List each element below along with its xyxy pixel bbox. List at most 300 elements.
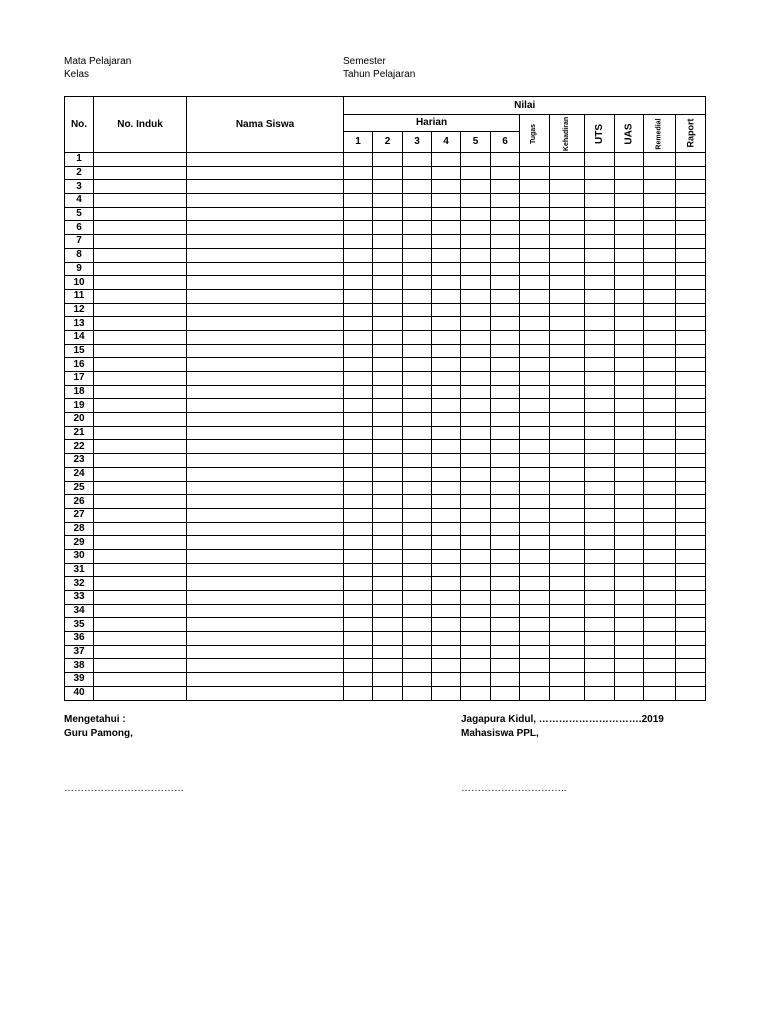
grade-cell[interactable] [94,180,187,194]
grade-cell[interactable] [520,549,550,563]
grade-cell[interactable] [550,508,585,522]
grade-cell[interactable] [461,440,491,454]
grade-cell[interactable] [461,221,491,235]
grade-cell[interactable] [373,248,403,262]
grade-cell[interactable] [403,303,432,317]
grade-cell[interactable] [432,207,461,221]
grade-cell[interactable] [403,508,432,522]
grade-cell[interactable] [491,399,520,413]
grade-cell[interactable] [461,303,491,317]
grade-cell[interactable] [432,399,461,413]
grade-cell[interactable] [461,248,491,262]
grade-cell[interactable] [644,659,676,673]
grade-cell[interactable] [187,495,344,509]
grade-cell[interactable] [520,153,550,167]
grade-cell[interactable] [644,385,676,399]
grade-cell[interactable] [373,686,403,700]
grade-cell[interactable] [373,221,403,235]
grade-cell[interactable] [644,549,676,563]
grade-cell[interactable] [644,632,676,646]
grade-cell[interactable] [550,467,585,481]
grade-cell[interactable] [432,495,461,509]
grade-cell[interactable] [491,591,520,605]
grade-cell[interactable] [461,385,491,399]
grade-cell[interactable] [373,289,403,303]
grade-cell[interactable] [615,659,644,673]
grade-cell[interactable] [461,317,491,331]
grade-cell[interactable] [403,563,432,577]
grade-cell[interactable] [94,248,187,262]
grade-cell[interactable] [676,645,706,659]
grade-cell[interactable] [187,303,344,317]
grade-cell[interactable] [461,618,491,632]
grade-cell[interactable] [461,276,491,290]
grade-cell[interactable] [94,508,187,522]
grade-cell[interactable] [344,194,373,208]
grade-cell[interactable] [344,495,373,509]
grade-cell[interactable] [585,194,615,208]
grade-cell[interactable] [344,673,373,687]
grade-cell[interactable] [187,358,344,372]
grade-cell[interactable] [644,276,676,290]
grade-cell[interactable] [550,632,585,646]
grade-cell[interactable] [585,289,615,303]
grade-cell[interactable] [520,289,550,303]
grade-cell[interactable] [585,591,615,605]
grade-cell[interactable] [94,207,187,221]
grade-cell[interactable] [550,659,585,673]
grade-cell[interactable] [461,645,491,659]
grade-cell[interactable] [491,330,520,344]
grade-cell[interactable] [94,536,187,550]
grade-cell[interactable] [615,413,644,427]
grade-cell[interactable] [615,549,644,563]
grade-cell[interactable] [644,399,676,413]
grade-cell[interactable] [344,180,373,194]
grade-cell[interactable] [461,262,491,276]
grade-cell[interactable] [187,618,344,632]
grade-cell[interactable] [491,426,520,440]
grade-cell[interactable] [491,372,520,386]
grade-cell[interactable] [187,673,344,687]
grade-cell[interactable] [520,536,550,550]
grade-cell[interactable] [585,399,615,413]
grade-cell[interactable] [615,467,644,481]
grade-cell[interactable] [550,399,585,413]
grade-cell[interactable] [461,358,491,372]
grade-cell[interactable] [491,659,520,673]
grade-cell[interactable] [461,536,491,550]
grade-cell[interactable] [520,508,550,522]
grade-cell[interactable] [491,344,520,358]
grade-cell[interactable] [373,385,403,399]
grade-cell[interactable] [461,673,491,687]
grade-cell[interactable] [676,481,706,495]
grade-cell[interactable] [403,591,432,605]
grade-cell[interactable] [187,248,344,262]
grade-cell[interactable] [403,440,432,454]
grade-cell[interactable] [676,604,706,618]
grade-cell[interactable] [432,344,461,358]
grade-cell[interactable] [550,686,585,700]
grade-cell[interactable] [585,153,615,167]
grade-cell[interactable] [491,577,520,591]
grade-cell[interactable] [187,563,344,577]
grade-cell[interactable] [373,645,403,659]
grade-cell[interactable] [520,358,550,372]
grade-cell[interactable] [550,221,585,235]
grade-cell[interactable] [676,289,706,303]
grade-cell[interactable] [550,618,585,632]
grade-cell[interactable] [187,194,344,208]
grade-cell[interactable] [644,358,676,372]
grade-cell[interactable] [187,221,344,235]
grade-cell[interactable] [403,467,432,481]
grade-cell[interactable] [585,426,615,440]
grade-cell[interactable] [585,235,615,249]
grade-cell[interactable] [373,495,403,509]
grade-cell[interactable] [403,618,432,632]
grade-cell[interactable] [403,495,432,509]
grade-cell[interactable] [373,508,403,522]
grade-cell[interactable] [585,495,615,509]
grade-cell[interactable] [491,618,520,632]
grade-cell[interactable] [585,467,615,481]
grade-cell[interactable] [585,549,615,563]
grade-cell[interactable] [187,454,344,468]
grade-cell[interactable] [403,673,432,687]
grade-cell[interactable] [94,303,187,317]
grade-cell[interactable] [187,577,344,591]
grade-cell[interactable] [644,495,676,509]
grade-cell[interactable] [403,207,432,221]
grade-cell[interactable] [373,372,403,386]
grade-cell[interactable] [615,207,644,221]
grade-cell[interactable] [615,289,644,303]
grade-cell[interactable] [461,166,491,180]
grade-cell[interactable] [644,618,676,632]
grade-cell[interactable] [615,577,644,591]
grade-cell[interactable] [432,221,461,235]
grade-cell[interactable] [550,549,585,563]
grade-cell[interactable] [461,399,491,413]
grade-cell[interactable] [373,426,403,440]
grade-cell[interactable] [550,454,585,468]
grade-cell[interactable] [461,467,491,481]
grade-cell[interactable] [344,330,373,344]
grade-cell[interactable] [676,563,706,577]
grade-cell[interactable] [491,413,520,427]
grade-cell[interactable] [373,536,403,550]
grade-cell[interactable] [344,207,373,221]
grade-cell[interactable] [491,549,520,563]
grade-cell[interactable] [403,426,432,440]
grade-cell[interactable] [585,659,615,673]
grade-cell[interactable] [187,481,344,495]
grade-cell[interactable] [585,180,615,194]
grade-cell[interactable] [403,577,432,591]
grade-cell[interactable] [491,276,520,290]
grade-cell[interactable] [550,577,585,591]
grade-cell[interactable] [432,358,461,372]
grade-cell[interactable] [373,207,403,221]
grade-cell[interactable] [403,413,432,427]
grade-cell[interactable] [94,454,187,468]
grade-cell[interactable] [403,659,432,673]
grade-cell[interactable] [432,303,461,317]
grade-cell[interactable] [187,659,344,673]
grade-cell[interactable] [491,166,520,180]
grade-cell[interactable] [644,577,676,591]
grade-cell[interactable] [585,673,615,687]
grade-cell[interactable] [461,563,491,577]
grade-cell[interactable] [550,673,585,687]
grade-cell[interactable] [432,632,461,646]
grade-cell[interactable] [585,536,615,550]
grade-cell[interactable] [550,248,585,262]
grade-cell[interactable] [520,276,550,290]
grade-cell[interactable] [491,536,520,550]
grade-cell[interactable] [432,454,461,468]
grade-cell[interactable] [491,604,520,618]
grade-cell[interactable] [615,372,644,386]
grade-cell[interactable] [615,153,644,167]
grade-cell[interactable] [432,549,461,563]
grade-cell[interactable] [373,604,403,618]
grade-cell[interactable] [373,618,403,632]
grade-cell[interactable] [187,426,344,440]
grade-cell[interactable] [550,166,585,180]
grade-cell[interactable] [373,632,403,646]
grade-cell[interactable] [344,317,373,331]
grade-cell[interactable] [676,166,706,180]
grade-cell[interactable] [520,235,550,249]
grade-cell[interactable] [403,549,432,563]
grade-cell[interactable] [615,358,644,372]
grade-cell[interactable] [520,344,550,358]
grade-cell[interactable] [550,604,585,618]
grade-cell[interactable] [187,522,344,536]
grade-cell[interactable] [520,591,550,605]
grade-cell[interactable] [585,632,615,646]
grade-cell[interactable] [187,372,344,386]
grade-cell[interactable] [403,276,432,290]
grade-cell[interactable] [187,536,344,550]
grade-cell[interactable] [432,153,461,167]
grade-cell[interactable] [644,194,676,208]
grade-cell[interactable] [187,686,344,700]
grade-cell[interactable] [373,563,403,577]
grade-cell[interactable] [432,508,461,522]
grade-cell[interactable] [187,604,344,618]
grade-cell[interactable] [432,563,461,577]
grade-cell[interactable] [585,563,615,577]
grade-cell[interactable] [676,372,706,386]
grade-cell[interactable] [491,153,520,167]
grade-cell[interactable] [373,303,403,317]
grade-cell[interactable] [676,659,706,673]
grade-cell[interactable] [373,577,403,591]
grade-cell[interactable] [461,426,491,440]
grade-cell[interactable] [520,194,550,208]
grade-cell[interactable] [344,536,373,550]
grade-cell[interactable] [432,180,461,194]
grade-cell[interactable] [373,180,403,194]
grade-cell[interactable] [585,604,615,618]
grade-cell[interactable] [520,385,550,399]
grade-cell[interactable] [403,344,432,358]
grade-cell[interactable] [615,536,644,550]
grade-cell[interactable] [676,577,706,591]
grade-cell[interactable] [94,399,187,413]
grade-cell[interactable] [432,262,461,276]
grade-cell[interactable] [644,440,676,454]
grade-cell[interactable] [615,426,644,440]
grade-cell[interactable] [676,673,706,687]
grade-cell[interactable] [520,577,550,591]
grade-cell[interactable] [432,426,461,440]
grade-cell[interactable] [461,632,491,646]
grade-cell[interactable] [676,180,706,194]
grade-cell[interactable] [550,413,585,427]
grade-cell[interactable] [644,522,676,536]
grade-cell[interactable] [187,591,344,605]
grade-cell[interactable] [432,194,461,208]
grade-cell[interactable] [644,235,676,249]
grade-cell[interactable] [403,481,432,495]
grade-cell[interactable] [94,289,187,303]
grade-cell[interactable] [344,563,373,577]
grade-cell[interactable] [491,207,520,221]
grade-cell[interactable] [94,549,187,563]
grade-cell[interactable] [187,385,344,399]
grade-cell[interactable] [491,467,520,481]
grade-cell[interactable] [373,454,403,468]
grade-cell[interactable] [520,317,550,331]
grade-cell[interactable] [585,344,615,358]
grade-cell[interactable] [432,413,461,427]
grade-cell[interactable] [644,372,676,386]
grade-cell[interactable] [644,508,676,522]
grade-cell[interactable] [94,563,187,577]
grade-cell[interactable] [644,317,676,331]
grade-cell[interactable] [676,686,706,700]
grade-cell[interactable] [520,618,550,632]
grade-cell[interactable] [373,440,403,454]
grade-cell[interactable] [676,495,706,509]
grade-cell[interactable] [373,481,403,495]
grade-cell[interactable] [432,604,461,618]
grade-cell[interactable] [373,166,403,180]
grade-cell[interactable] [644,591,676,605]
grade-cell[interactable] [187,180,344,194]
grade-cell[interactable] [344,508,373,522]
grade-cell[interactable] [187,153,344,167]
grade-cell[interactable] [550,536,585,550]
grade-cell[interactable] [373,330,403,344]
grade-cell[interactable] [491,248,520,262]
grade-cell[interactable] [491,317,520,331]
grade-cell[interactable] [520,262,550,276]
grade-cell[interactable] [676,248,706,262]
grade-cell[interactable] [491,522,520,536]
grade-cell[interactable] [520,673,550,687]
grade-cell[interactable] [344,385,373,399]
grade-cell[interactable] [585,440,615,454]
grade-cell[interactable] [644,344,676,358]
grade-cell[interactable] [373,262,403,276]
grade-cell[interactable] [615,330,644,344]
grade-cell[interactable] [432,481,461,495]
grade-cell[interactable] [461,330,491,344]
grade-cell[interactable] [94,522,187,536]
grade-cell[interactable] [676,344,706,358]
grade-cell[interactable] [432,276,461,290]
grade-cell[interactable] [461,495,491,509]
grade-cell[interactable] [585,221,615,235]
grade-cell[interactable] [644,426,676,440]
grade-cell[interactable] [344,632,373,646]
grade-cell[interactable] [550,262,585,276]
grade-cell[interactable] [461,591,491,605]
grade-cell[interactable] [676,262,706,276]
grade-cell[interactable] [344,166,373,180]
grade-cell[interactable] [491,686,520,700]
grade-cell[interactable] [432,166,461,180]
grade-cell[interactable] [373,153,403,167]
grade-cell[interactable] [520,221,550,235]
grade-cell[interactable] [644,248,676,262]
grade-cell[interactable] [432,659,461,673]
grade-cell[interactable] [520,645,550,659]
grade-cell[interactable] [644,330,676,344]
grade-cell[interactable] [403,399,432,413]
grade-cell[interactable] [94,673,187,687]
grade-cell[interactable] [550,440,585,454]
grade-cell[interactable] [344,235,373,249]
grade-cell[interactable] [432,618,461,632]
grade-cell[interactable] [187,235,344,249]
grade-cell[interactable] [491,194,520,208]
grade-cell[interactable] [491,358,520,372]
grade-cell[interactable] [520,563,550,577]
grade-cell[interactable] [676,508,706,522]
grade-cell[interactable] [585,385,615,399]
grade-cell[interactable] [187,317,344,331]
grade-cell[interactable] [432,372,461,386]
grade-cell[interactable] [520,440,550,454]
grade-cell[interactable] [373,673,403,687]
grade-cell[interactable] [344,591,373,605]
grade-cell[interactable] [432,645,461,659]
grade-cell[interactable] [615,194,644,208]
grade-cell[interactable] [432,536,461,550]
grade-cell[interactable] [615,495,644,509]
grade-cell[interactable] [94,317,187,331]
grade-cell[interactable] [644,563,676,577]
grade-cell[interactable] [615,440,644,454]
grade-cell[interactable] [403,536,432,550]
grade-cell[interactable] [344,454,373,468]
grade-cell[interactable] [644,673,676,687]
grade-cell[interactable] [94,330,187,344]
grade-cell[interactable] [615,632,644,646]
grade-cell[interactable] [94,618,187,632]
grade-cell[interactable] [373,276,403,290]
grade-cell[interactable] [585,508,615,522]
grade-cell[interactable] [94,276,187,290]
grade-cell[interactable] [550,303,585,317]
